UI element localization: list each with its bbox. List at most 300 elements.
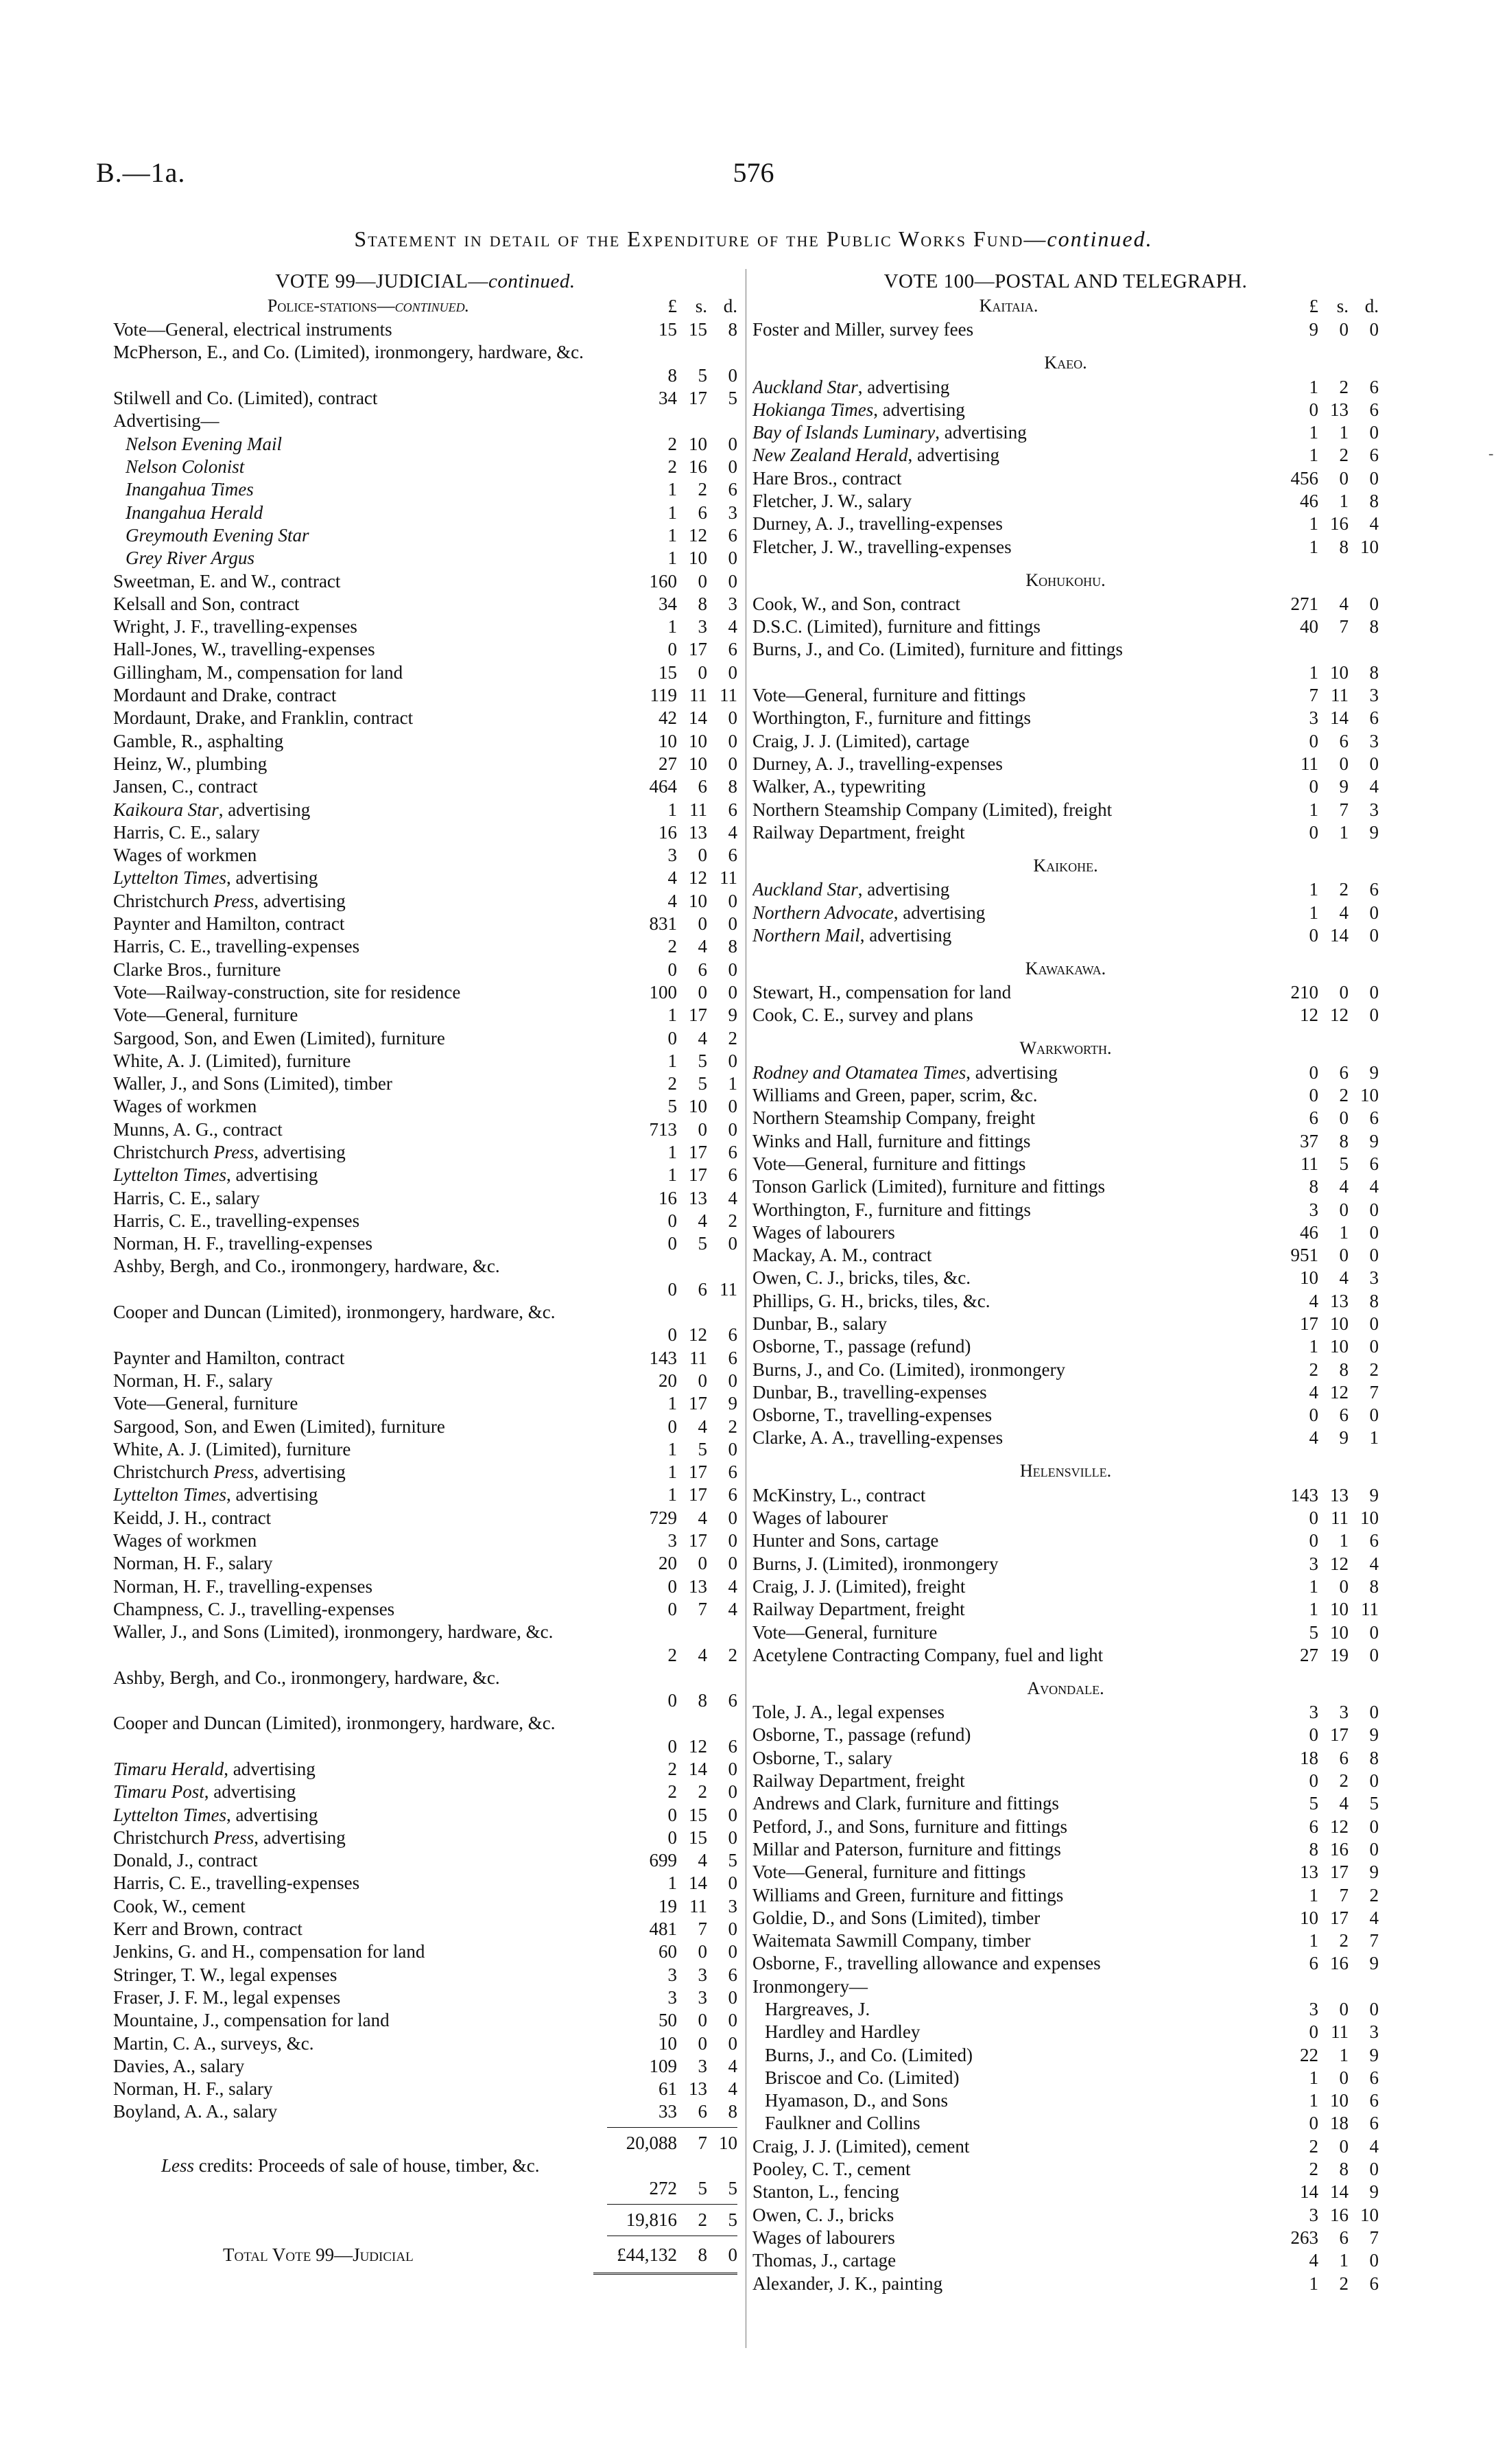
entry-amount: 1 10 6 — [1309, 2090, 1379, 2111]
entry-description: Norman, H. F., salary — [113, 1553, 273, 1574]
section-heading-row — [752, 854, 1379, 878]
entry-amount: 3 17 0 — [667, 1530, 737, 1551]
entry-description: Burns, J. (Limited), ironmongery — [752, 1553, 999, 1574]
entry-description: Gamble, R., asphalting — [113, 730, 284, 751]
entry-amount: 60 0 0 — [658, 1941, 737, 1962]
table-row — [113, 1301, 737, 1347]
entry-description: Pooley, C. T., cement — [752, 2159, 911, 2180]
subtotal-amount: 20,088 7 10 — [626, 2132, 737, 2153]
table-row — [752, 1404, 1379, 1427]
table-row — [113, 1667, 737, 1713]
table-row — [752, 775, 1379, 798]
entry-description: Worthington, F., furniture and fittings — [752, 1199, 1031, 1220]
entry-description: Auckland Star, advertising — [752, 879, 950, 900]
entry-amount: 0 1 6 — [1309, 1530, 1379, 1551]
table-row — [752, 798, 1379, 821]
entry-amount: 1 10 11 — [1309, 1599, 1379, 1620]
entry-amount: 9 0 0 — [1309, 319, 1379, 340]
table-row — [752, 821, 1379, 844]
entry-description: Stanton, L., fencing — [752, 2181, 899, 2203]
entry-description: Grey River Argus — [126, 548, 254, 569]
entry-amount: 4 1 0 — [1309, 2250, 1379, 2271]
entry-amount: 1 10 0 — [1309, 1336, 1379, 1357]
entry-amount: 27 19 0 — [1300, 1644, 1379, 1665]
section-spacer — [752, 1449, 1379, 1459]
entry-amount: 5 10 0 — [1309, 1621, 1379, 1643]
entry-amount: 22 1 9 — [1300, 2044, 1379, 2065]
entry-description: Clarke Bros., furniture — [113, 959, 281, 980]
entry-amount: 210 0 0 — [1290, 982, 1379, 1003]
table-row — [752, 2089, 1379, 2112]
entry-amount: 143 11 6 — [649, 1347, 737, 1368]
margin-mark: - — [1488, 445, 1494, 462]
entry-amount: 1 3 4 — [667, 616, 737, 637]
left-entries — [113, 318, 737, 2123]
table-row — [752, 1483, 1379, 1506]
subtotal-rule — [113, 2123, 737, 2131]
entry-description: Greymouth Evening Star — [126, 524, 309, 545]
entry-description: Sweetman, E. and W., contract — [113, 570, 341, 591]
entry-amount: 0 2 0 — [1309, 1770, 1379, 1792]
table-row — [113, 661, 737, 683]
table-row — [752, 1313, 1379, 1335]
entry-description: Millar and Paterson, furniture and fittings — [752, 1838, 1061, 1859]
entry-description: Bay of Islands Luminary, advertising — [752, 422, 1027, 443]
table-row — [113, 889, 737, 912]
right-entries — [752, 294, 1379, 2295]
table-row — [113, 1849, 737, 1872]
entry-amount: 10 0 0 — [658, 2032, 737, 2054]
currency-header: £ s. d. — [1309, 296, 1379, 316]
entry-description: Mountaine, J., compensation for land — [113, 2010, 390, 2031]
net-amount: 19,816 2 5 — [626, 2209, 737, 2230]
entry-description: Vote—General, furniture and fittings — [752, 685, 1026, 706]
table-row — [113, 753, 737, 775]
table-row — [752, 535, 1379, 558]
table-row — [752, 1507, 1379, 1529]
table-row — [113, 1963, 737, 1986]
table-row — [752, 2043, 1379, 2066]
table-row — [752, 1084, 1379, 1107]
entry-amount: 3 3 0 — [1309, 1702, 1379, 1723]
table-row — [113, 1483, 737, 1506]
entry-description: Timaru Post, advertising — [113, 1781, 296, 1803]
total-vote-99-label: Total Vote 99—Judicial — [223, 2244, 414, 2265]
table-row — [752, 707, 1379, 729]
entry-description: Durney, A. J., travelling-expenses — [752, 513, 1003, 535]
entry-amount: 13 17 9 — [1300, 1862, 1379, 1883]
entry-amount: 0 8 6 — [667, 1690, 737, 1711]
table-row — [752, 2272, 1379, 2295]
statement-title: Statement in detail of the Expenditure of the Public Works Fund—continued. — [354, 226, 1153, 251]
entry-description: Waller, J., and Sons (Limited), ironmongery, hardware, &c. — [113, 1621, 554, 1642]
entry-description: Osborne, T., travelling-expenses — [752, 1405, 993, 1426]
table-row — [113, 501, 737, 524]
entry-amount: 263 6 7 — [1290, 2227, 1379, 2248]
table-row — [752, 1153, 1379, 1175]
entry-amount: 456 0 0 — [1290, 467, 1379, 489]
table-row — [113, 2100, 737, 2123]
table-row — [113, 1004, 737, 1026]
entry-description: Vote—General, furniture — [113, 1005, 298, 1026]
total-vote-99-amount: £44,132 8 0 — [617, 2244, 737, 2265]
section-heading: Warkworth. — [1019, 1038, 1112, 1059]
table-row — [752, 2181, 1379, 2203]
entry-amount: 14 14 9 — [1300, 2181, 1379, 2203]
entry-description: Christchurch Press, advertising — [113, 1141, 346, 1162]
entry-amount: 0 6 3 — [1309, 730, 1379, 751]
entry-amount: 0 2 10 — [1309, 1085, 1379, 1106]
table-row — [752, 684, 1379, 707]
entry-description: Keidd, J. H., contract — [113, 1507, 272, 1528]
entry-amount: 4 12 11 — [667, 867, 737, 889]
entry-amount: 1 2 7 — [1309, 1930, 1379, 1951]
table-row — [752, 2203, 1379, 2226]
section-heading-row — [113, 294, 737, 318]
entry-amount: 61 13 4 — [658, 2078, 737, 2100]
entry-description: Fletcher, J. W., salary — [752, 491, 912, 512]
entry-description: Cooper and Duncan (Limited), ironmongery, hardware, &c. — [113, 1713, 556, 1734]
entry-amount: 831 0 0 — [649, 913, 737, 935]
entry-amount: 1 4 0 — [1309, 902, 1379, 923]
entry-description: Faulkner and Collins — [765, 2113, 921, 2134]
entry-amount: 5 10 0 — [667, 1096, 737, 1117]
section-spacer — [752, 844, 1379, 854]
entry-description: Kerr and Brown, contract — [113, 1919, 302, 1940]
table-row — [113, 958, 737, 981]
entry-description: White, A. J. (Limited), furniture — [113, 1438, 351, 1459]
entry-description: Mackay, A. M., contract — [752, 1245, 932, 1266]
table-row — [113, 684, 737, 707]
table-row — [752, 1267, 1379, 1289]
table-row — [752, 1381, 1379, 1404]
table-row — [113, 318, 737, 341]
table-row — [113, 1712, 737, 1758]
table-row — [752, 1107, 1379, 1129]
entry-amount: 40 7 8 — [1300, 616, 1379, 637]
table-row — [752, 2158, 1379, 2181]
entry-amount: 10 10 0 — [658, 730, 737, 751]
entry-description: Wages of labourers — [752, 2227, 895, 2248]
entry-amount: 1 10 8 — [1309, 661, 1379, 683]
entry-description: Sargood, Son, and Ewen (Limited), furniture — [113, 1027, 445, 1048]
table-row — [752, 2135, 1379, 2157]
entry-amount: 1 17 6 — [667, 1462, 737, 1483]
entry-description: Timaru Herald, advertising — [113, 1759, 316, 1779]
table-row — [113, 1986, 737, 2009]
entry-amount: 0 15 0 — [667, 1804, 737, 1825]
table-row — [113, 2009, 737, 2032]
table-row — [752, 878, 1379, 901]
left-column — [113, 269, 737, 2281]
entry-description: Waitemata Sawmill Company, timber — [752, 1930, 1031, 1951]
entry-amount: 1 14 0 — [667, 1873, 737, 1894]
entry-description: Cook, C. E., survey and plans — [752, 1005, 973, 1026]
table-row — [752, 2249, 1379, 2272]
table-row — [113, 387, 737, 410]
entry-amount: 0 15 0 — [667, 1827, 737, 1848]
table-row — [113, 1827, 737, 1849]
entry-description: Williams and Green, furniture and fittings — [752, 1884, 1064, 1905]
table-row — [752, 1427, 1379, 1449]
entry-description: Jansen, C., contract — [113, 776, 258, 797]
entry-description: Northern Mail, advertising — [752, 924, 952, 946]
entry-amount: 1 2 6 — [1309, 2273, 1379, 2294]
entry-description: White, A. J. (Limited), furniture — [113, 1050, 351, 1071]
document-reference: B.—1a. — [96, 157, 186, 188]
entry-amount: 271 4 0 — [1290, 593, 1379, 614]
vote-100-title: VOTE 100—POSTAL AND TELEGRAPH. — [883, 270, 1248, 292]
table-row — [752, 1952, 1379, 1975]
entry-amount: 3 16 10 — [1309, 2204, 1379, 2225]
page-number: 576 — [733, 157, 774, 188]
table-row — [752, 1598, 1379, 1621]
entry-description: Lyttelton Times, advertising — [113, 1804, 318, 1825]
entry-description: Harris, C. E., travelling-expenses — [113, 1210, 360, 1231]
entry-description: Osborne, F., travelling allowance and expenses — [752, 1953, 1101, 1974]
entry-description: Northern Advocate, advertising — [752, 902, 986, 923]
entry-amount: 109 3 4 — [649, 2055, 737, 2076]
table-row — [752, 1529, 1379, 1552]
entry-description: Vote—General, furniture and fittings — [752, 1862, 1026, 1883]
table-row — [113, 1803, 737, 1826]
entry-amount: 0 12 6 — [667, 1735, 737, 1757]
entry-description: McPherson, E., and Co. (Limited), ironmongery, hardware, &c. — [113, 342, 584, 363]
entry-amount: 0 17 6 — [667, 639, 737, 660]
credits-amount: 272 5 5 — [649, 2178, 737, 2199]
table-row — [752, 1644, 1379, 1667]
table-row — [113, 1781, 737, 1803]
table-row — [752, 1129, 1379, 1152]
entry-description: Fletcher, J. W., travelling-expenses — [752, 536, 1012, 557]
entry-amount: 8 4 4 — [1309, 1176, 1379, 1197]
entry-amount: 1 7 3 — [1309, 799, 1379, 820]
table-row — [113, 1118, 737, 1140]
entry-amount: 6 0 6 — [1309, 1107, 1379, 1129]
entry-amount: 15 0 0 — [658, 661, 737, 683]
table-row — [752, 2067, 1379, 2089]
entry-amount: 1 2 6 — [1309, 879, 1379, 900]
entry-description: Wages of workmen — [113, 1530, 257, 1551]
entry-amount: 0 11 3 — [1309, 2021, 1379, 2043]
entry-description: Burns, J., and Co. (Limited) — [765, 2044, 973, 2065]
entry-description: Osborne, T., salary — [752, 1747, 892, 1768]
entry-description: Christchurch Press, advertising — [113, 1827, 346, 1848]
entry-description: Norman, H. F., salary — [113, 2078, 273, 2100]
entry-description: Vote—General, electrical instruments — [113, 319, 392, 340]
table-row — [113, 593, 737, 615]
entry-description: Cook, W., and Son, contract — [752, 593, 960, 614]
entry-description: Munns, A. G., contract — [113, 1118, 283, 1140]
entry-amount: 1 17 9 — [667, 1393, 737, 1414]
section-spacer — [752, 1667, 1379, 1676]
entry-description: Norman, H. F., travelling-expenses — [113, 1575, 372, 1597]
section-spacer — [752, 1026, 1379, 1036]
table-row — [752, 1701, 1379, 1724]
section-heading: Kohukohu. — [1025, 570, 1106, 590]
table-row — [113, 1026, 737, 1049]
table-row — [113, 1072, 737, 1095]
table-row — [752, 318, 1379, 341]
entry-description: Waller, J., and Sons (Limited), timber — [113, 1073, 392, 1094]
table-row — [752, 421, 1379, 444]
entry-description: Vote—Railway-construction, site for residence — [113, 981, 461, 1002]
section-heading: Kawakawa. — [1025, 958, 1106, 978]
entry-amount: 713 0 0 — [649, 1118, 737, 1140]
entry-description: Clarke, A. A., travelling-expenses — [752, 1427, 1004, 1448]
entry-description: McKinstry, L., contract — [752, 1484, 926, 1505]
table-row — [113, 432, 737, 455]
entry-amount: 19 11 3 — [658, 1895, 737, 1916]
entry-amount: 6 16 9 — [1309, 1953, 1379, 1974]
entry-description: Christchurch Press, advertising — [113, 1462, 346, 1483]
section-police-stations: Police-stations—continued. — [267, 296, 470, 316]
entry-amount: 46 1 8 — [1300, 491, 1379, 512]
entry-description: Harris, C. E., travelling-expenses — [113, 936, 360, 957]
entry-description: Boyland, A. A., salary — [113, 2101, 278, 2122]
vote-99-title: VOTE 99—JUDICIAL—continued. — [275, 270, 575, 292]
table-row — [113, 867, 737, 889]
credits-row — [113, 2155, 737, 2201]
table-row — [752, 1746, 1379, 1769]
entry-amount: 1 1 0 — [1309, 422, 1379, 443]
entry-amount: 0 1 9 — [1309, 821, 1379, 843]
entry-amount: 34 8 3 — [658, 593, 737, 614]
entry-amount: 50 0 0 — [658, 2010, 737, 2031]
entry-description: Inangahua Times — [126, 479, 254, 500]
entry-amount: 4 12 7 — [1309, 1381, 1379, 1403]
entry-amount: 0 12 6 — [667, 1324, 737, 1346]
entry-description: Wages of labourer — [752, 1507, 888, 1529]
table-row — [113, 1392, 737, 1415]
table-row — [752, 1004, 1379, 1026]
entry-amount: 2 4 2 — [667, 1644, 737, 1665]
entry-amount: 2 8 2 — [1309, 1359, 1379, 1380]
entry-description: Nelson Evening Mail — [126, 433, 282, 454]
entry-description: Lyttelton Times, advertising — [113, 1484, 318, 1505]
entry-amount: 119 11 11 — [650, 685, 737, 706]
entry-description: Paynter and Hamilton, contract — [113, 913, 345, 935]
entry-amount: 1 17 9 — [667, 1005, 737, 1026]
entry-description: Andrews and Clark, furniture and fittings — [752, 1793, 1059, 1814]
entry-amount: 4 10 0 — [667, 890, 737, 911]
section-spacer — [752, 559, 1379, 568]
entry-description: Ironmongery— — [752, 1975, 868, 1997]
table-row — [113, 1346, 737, 1369]
entry-amount: 1 10 0 — [667, 548, 737, 569]
entry-amount: 699 4 5 — [649, 1850, 737, 1871]
section-heading-row — [752, 568, 1379, 593]
entry-amount: 15 15 8 — [658, 319, 737, 340]
table-row — [752, 513, 1379, 535]
entry-description: Hyamason, D., and Sons — [765, 2090, 948, 2111]
table-row — [113, 1461, 737, 1483]
section-heading-row — [752, 294, 1379, 318]
entry-description: Lyttelton Times, advertising — [113, 1164, 318, 1186]
entry-description: Railway Department, freight — [752, 1770, 965, 1792]
entry-amount: 0 7 4 — [667, 1598, 737, 1619]
entry-amount: 0 13 4 — [667, 1575, 737, 1597]
entry-amount: 33 6 8 — [658, 2101, 737, 2122]
entry-amount: 17 10 0 — [1300, 1313, 1379, 1334]
entry-amount: 0 4 2 — [667, 1416, 737, 1437]
entry-description: Worthington, F., furniture and fittings — [752, 707, 1031, 729]
table-row — [752, 1289, 1379, 1312]
table-row — [752, 1884, 1379, 1906]
section-heading: Kaeo. — [1044, 353, 1087, 373]
entry-amount: 0 13 6 — [1309, 399, 1379, 420]
entry-description: Winks and Hall, furniture and fittings — [752, 1130, 1031, 1151]
entry-description: Railway Department, freight — [752, 821, 965, 843]
total-vote-99-row — [113, 2240, 737, 2270]
entry-amount: 3 12 4 — [1309, 1553, 1379, 1574]
table-row — [113, 638, 737, 661]
entry-amount: 481 7 0 — [649, 1919, 737, 1940]
entry-amount: 1 5 0 — [667, 1050, 737, 1071]
entry-description: Hardley and Hardley — [765, 2021, 921, 2043]
entry-description: Wright, J. F., travelling-expenses — [113, 616, 357, 637]
subtotal-row — [113, 2131, 737, 2154]
section-heading-row — [752, 1459, 1379, 1483]
entry-description: Donald, J., contract — [113, 1850, 258, 1871]
section-spacer — [752, 947, 1379, 957]
table-row — [752, 2227, 1379, 2249]
table-row — [113, 1255, 737, 1301]
table-row — [752, 1221, 1379, 1244]
entry-amount: 18 6 8 — [1300, 1747, 1379, 1768]
table-row — [113, 478, 737, 501]
entry-amount: 20 0 0 — [658, 1553, 737, 1574]
section-heading: Kaikohe. — [1033, 855, 1098, 876]
entry-description: Fraser, J. F. M., legal expenses — [113, 1986, 341, 2008]
entry-description: Lyttelton Times, advertising — [113, 867, 318, 889]
table-row — [113, 1552, 737, 1575]
entry-amount: 2 5 1 — [667, 1073, 737, 1094]
entry-amount: 1 5 0 — [667, 1438, 737, 1459]
table-row — [752, 1861, 1379, 1884]
entry-amount: 3 3 0 — [667, 1986, 737, 2008]
section-spacer — [752, 341, 1379, 351]
table-row — [113, 570, 737, 592]
table-row — [752, 375, 1379, 398]
table-row — [752, 1838, 1379, 1861]
entry-amount: 11 5 6 — [1301, 1153, 1379, 1174]
table-row — [113, 1940, 737, 1963]
entry-amount: 1 17 6 — [667, 1484, 737, 1505]
entry-description: Railway Department, freight — [752, 1599, 965, 1620]
entry-description: Hunter and Sons, cartage — [752, 1530, 939, 1551]
table-row — [752, 1724, 1379, 1746]
entry-description: Martin, C. A., surveys, &c. — [113, 2032, 314, 2054]
entry-description: Alexander, J. K., painting — [752, 2273, 943, 2294]
entry-amount: 1 12 6 — [667, 524, 737, 545]
table-row — [113, 1506, 737, 1529]
table-row — [113, 981, 737, 1004]
entry-description: Nelson Colonist — [126, 456, 245, 478]
entry-amount: 4 13 8 — [1309, 1290, 1379, 1311]
currency-header: £ s. d. — [667, 296, 737, 316]
entry-amount: 0 9 4 — [1309, 776, 1379, 797]
entry-description: Stilwell and Co. (Limited), contract — [113, 388, 378, 409]
table-row — [752, 399, 1379, 421]
table-row — [752, 1621, 1379, 1643]
entry-description: Dunbar, B., salary — [752, 1313, 888, 1334]
entry-description: Vote—General, furniture and fittings — [752, 1153, 1026, 1174]
entry-amount: 1 2 6 — [1309, 445, 1379, 466]
entry-description: Mordaunt and Drake, contract — [113, 685, 337, 706]
entry-description: Paynter and Hamilton, contract — [113, 1347, 345, 1368]
table-row — [752, 924, 1379, 947]
